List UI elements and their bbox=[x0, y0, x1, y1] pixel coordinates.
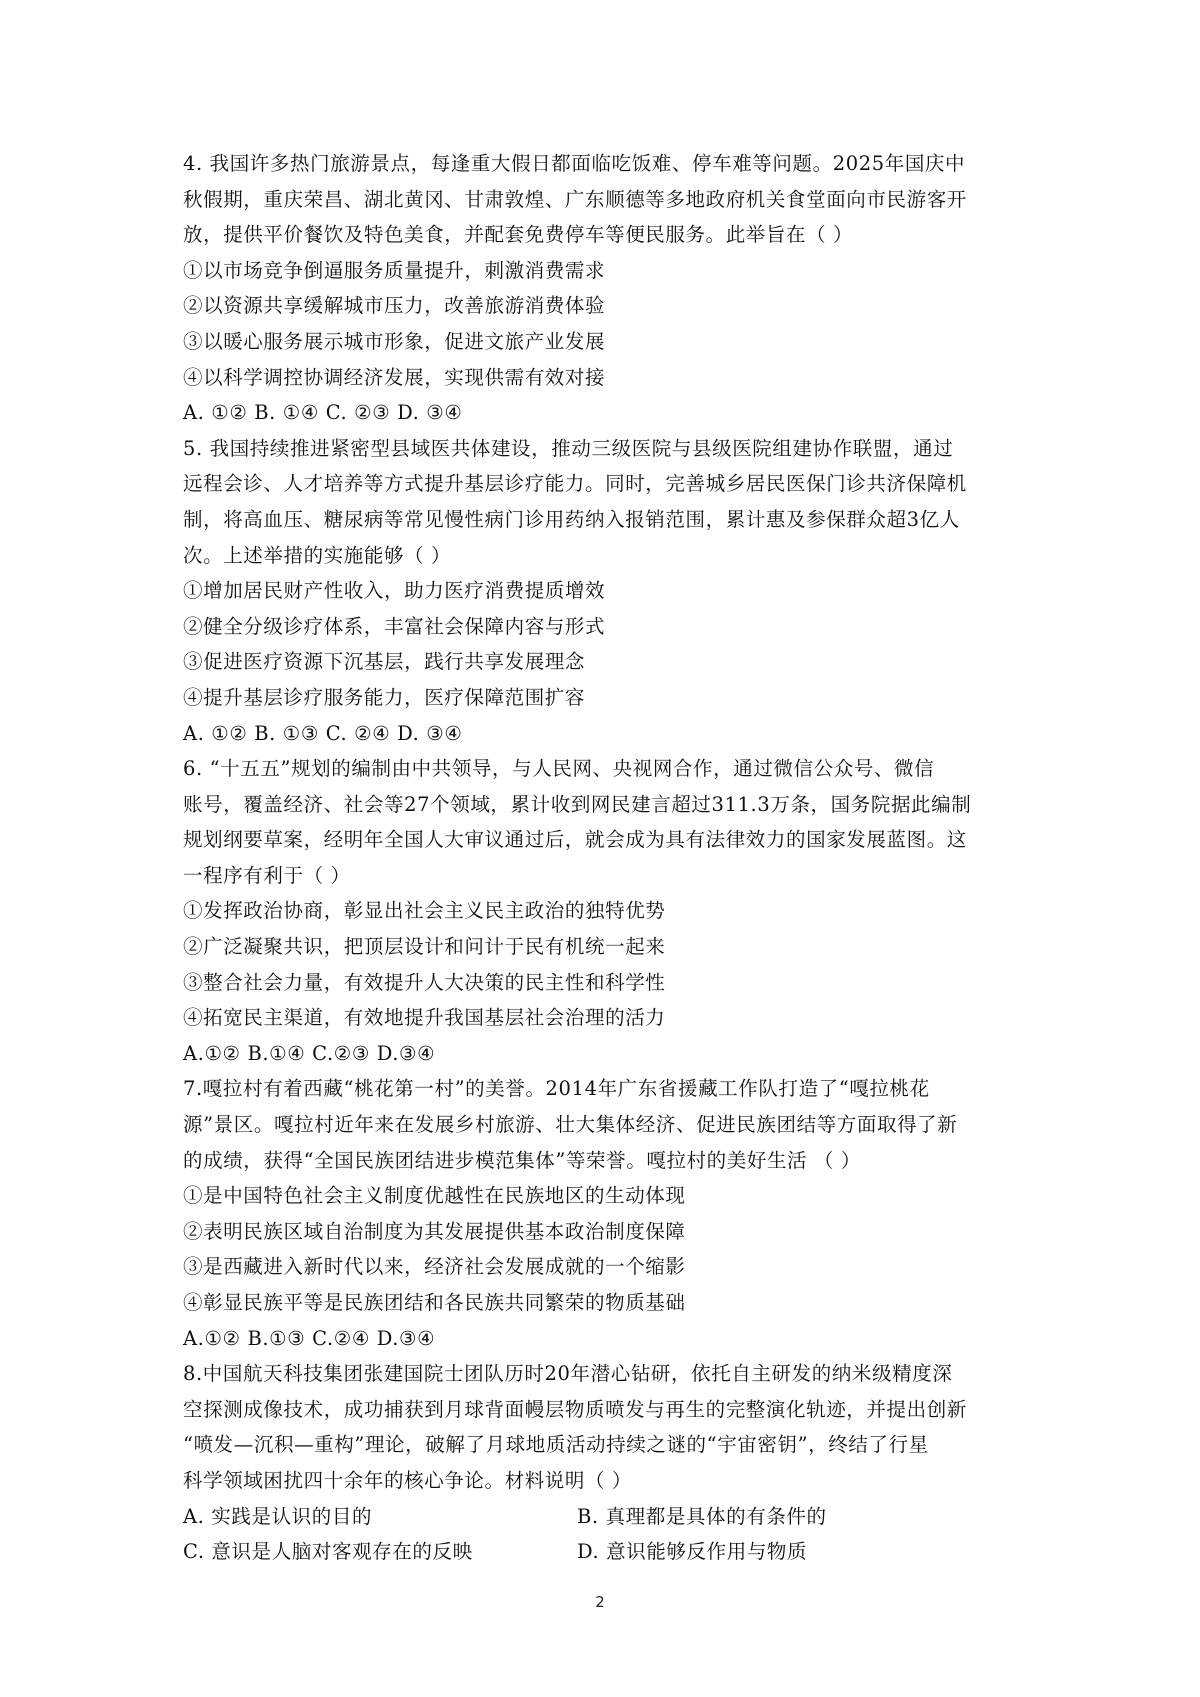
question-stem-line: 科学领域困扰四十余年的核心争论。材料说明（ ） bbox=[183, 1468, 632, 1492]
question-stem-line: 远程会诊、人才培养等方式提升基层诊疗能力。同时，完善城乡居民医保门诊共济保障机 bbox=[183, 472, 967, 496]
statement-item: ③整合社会力量，有效提升人大决策的民主性和科学性 bbox=[183, 970, 666, 994]
option-d: D. 意识能够反作用与物质 bbox=[577, 1540, 808, 1564]
question-stem-line: 8.中国航天科技集团张建国院士团队历时20年潜心钻研，依托自主研发的纳米级精度深 bbox=[183, 1362, 953, 1386]
question-stem-line: 4. 我国许多热门旅游景点，每逢重大假日都面临吃饭难、停车难等问题。2025年国庆中 bbox=[183, 152, 966, 175]
statement-item: ③促进医疗资源下沉基层，践行共享发展理念 bbox=[183, 650, 586, 674]
question-stem-line: 账号，覆盖经济、社会等27个领域，累计收到网民建言超过311.3万条，国务院据此编制 bbox=[183, 792, 972, 816]
statement-item: ①是中国特色社会主义制度优越性在民族地区的生动体现 bbox=[183, 1184, 686, 1208]
question-stem-line: 一程序有利于（ ） bbox=[183, 863, 351, 887]
statement-item: ②表明民族区域自治制度为其发展提供基本政治制度保障 bbox=[183, 1219, 686, 1243]
option-row bbox=[183, 1534, 1023, 1570]
question-4 bbox=[183, 146, 1023, 431]
question-list bbox=[183, 146, 1023, 1570]
statement-item: ②健全分级诊疗体系，丰富社会保障内容与形式 bbox=[183, 614, 606, 638]
answer-choices: A.①② B.①③ C.②④ D.③④ bbox=[183, 1326, 436, 1350]
question-stem-line: 的成绩，获得“全国民族团结进步模范集体”等荣誉。嘎拉村的美好生活 （ ） bbox=[183, 1148, 861, 1172]
question-stem-line: 放，提供平价餐饮及特色美食，并配套免费停车等便民服务。此举旨在（ ） bbox=[183, 223, 854, 247]
question-stem-line: 源”景区。嘎拉村近年来在发展乡村旅游、壮大集体经济、促进民族团结等方面取得了新 bbox=[183, 1113, 958, 1137]
statement-item: ①发挥政治协商，彰显出社会主义民主政治的独特优势 bbox=[183, 899, 666, 923]
statement-item: ③以暖心服务展示城市形象，促进文旅产业发展 bbox=[183, 329, 606, 353]
question-stem-line: 5. 我国持续推进紧密型县域医共体建设，推动三级医院与县级医院组建协作联盟，通过 bbox=[183, 436, 954, 460]
option-b: B. 真理都是具体的有条件的 bbox=[577, 1504, 827, 1528]
question-stem-line: 制，将高血压、糖尿病等常见慢性病门诊用药纳入报销范围，累计惠及参保群众超3亿人 bbox=[183, 507, 960, 531]
statement-item: ①增加居民财产性收入，助力医疗消费提质增效 bbox=[183, 579, 606, 603]
statement-item: ①以市场竞争倒逼服务质量提升，刺激消费需求 bbox=[183, 258, 606, 282]
answer-choices: A.①② B.①④ C.②③ D.③④ bbox=[183, 1041, 436, 1065]
question-5 bbox=[183, 431, 1023, 751]
statement-item: ④以科学调控协调经济发展，实现供需有效对接 bbox=[183, 365, 606, 389]
answer-choices: A. ①② B. ①③ C. ②④ D. ③④ bbox=[183, 721, 463, 745]
question-8 bbox=[183, 1356, 1023, 1570]
question-stem-line: 6. “十五五”规划的编制由中共领导，与人民网、央视网合作，通过微信公众号、微信 bbox=[183, 757, 935, 781]
question-stem-line: “喷发—沉积—重构”理论，破解了月球地质活动持续之谜的“宇宙密钥”，终结了行星 bbox=[183, 1433, 929, 1457]
question-stem-line: 秋假期，重庆荣昌、湖北黄冈、甘肃敦煌、广东顺德等多地政府机关食堂面向市民游客开 bbox=[183, 187, 967, 211]
statement-item: ③是西藏进入新时代以来，经济社会发展成就的一个缩影 bbox=[183, 1255, 686, 1279]
option-a: A. 实践是认识的目的 bbox=[183, 1504, 373, 1528]
question-6 bbox=[183, 751, 1023, 1071]
statement-item: ④拓宽民主渠道，有效地提升我国基层社会治理的活力 bbox=[183, 1006, 666, 1030]
statement-item: ②广泛凝聚共识，把顶层设计和问计于民有机统一起来 bbox=[183, 935, 666, 959]
option-row bbox=[183, 1499, 1023, 1535]
question-stem-line: 空探测成像技术，成功捕获到月球背面幔层物质喷发与再生的完整演化轨迹，并提出创新 bbox=[183, 1397, 967, 1421]
answer-choices: A. ①② B. ①④ C. ②③ D. ③④ bbox=[183, 401, 463, 425]
question-stem-line: 规划纲要草案，经明年全国人大审议通过后，就会成为具有法律效力的国家发展蓝图。这 bbox=[183, 828, 967, 852]
question-stem-line: 7.嘎拉村有着西藏“桃花第一村”的美誉。2014年广东省援藏工作队打造了“嘎拉桃花 bbox=[183, 1077, 930, 1101]
statement-item: ②以资源共享缓解城市压力，改善旅游消费体验 bbox=[183, 294, 606, 318]
page-number: 2 bbox=[595, 1593, 605, 1611]
question-stem-line: 次。上述举措的实施能够（ ） bbox=[183, 543, 452, 567]
statement-item: ④提升基层诊疗服务能力，医疗保障范围扩容 bbox=[183, 685, 586, 709]
option-c: C. 意识是人脑对客观存在的反映 bbox=[183, 1540, 473, 1564]
question-7 bbox=[183, 1071, 1023, 1356]
statement-item: ④彰显民族平等是民族团结和各民族共同繁荣的物质基础 bbox=[183, 1291, 686, 1314]
